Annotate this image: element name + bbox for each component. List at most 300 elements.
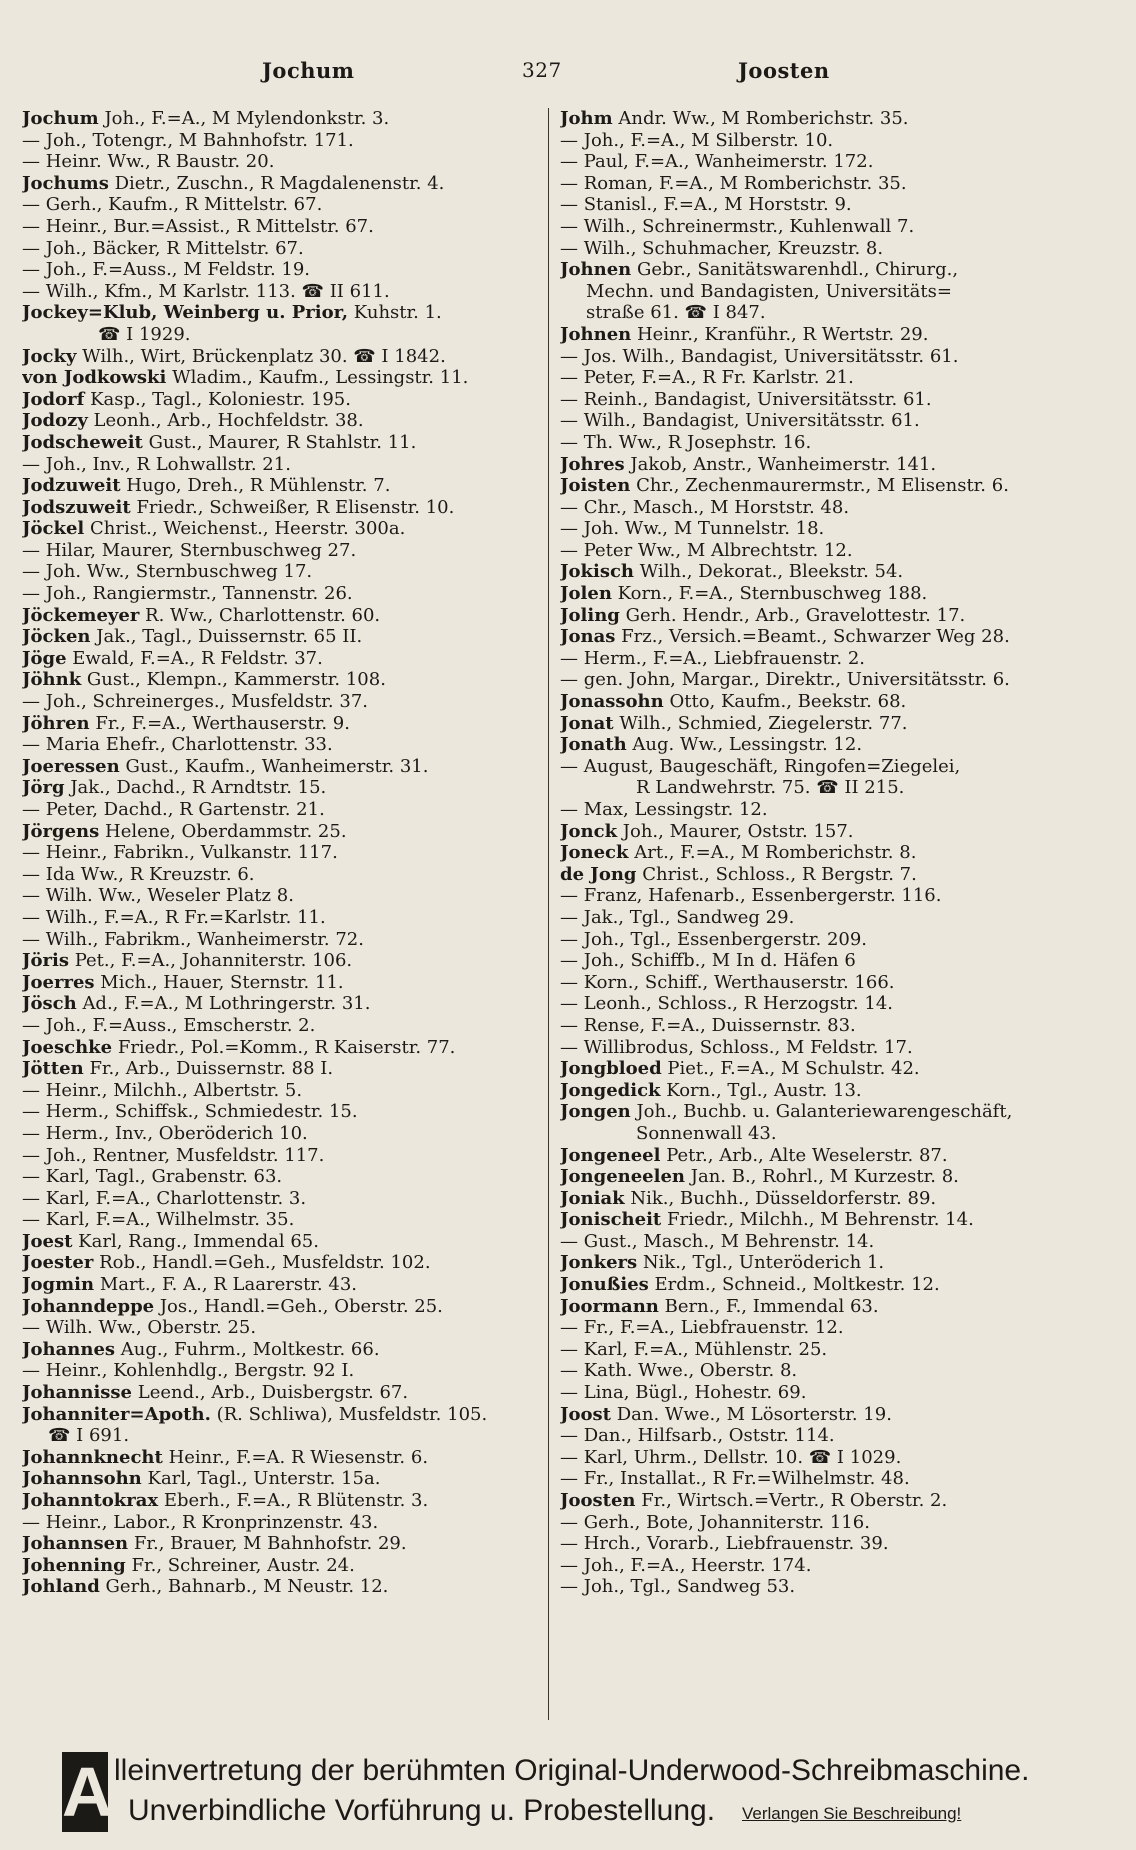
- entry-details: — Chr., Masch., M Horststr. 48.: [560, 496, 850, 518]
- entry-details: — Peter, Dachd., R Gartenstr. 21.: [22, 799, 325, 820]
- entry-surname: Jolen: [560, 583, 612, 605]
- directory-entry: [560, 669, 1080, 691]
- entry-details: — Herm., Inv., Oberöderich 10.: [22, 1122, 308, 1144]
- directory-entry: [22, 1123, 542, 1145]
- directory-entry: [22, 993, 542, 1015]
- directory-entry: [22, 1015, 542, 1037]
- directory-entry: [560, 1274, 1080, 1296]
- directory-entry: [560, 1425, 1080, 1447]
- directory-entry: [22, 713, 542, 735]
- directory-entry: [22, 734, 542, 756]
- directory-entry: [560, 1145, 1080, 1167]
- directory-entry: [22, 972, 542, 994]
- directory-entry: [560, 1252, 1080, 1274]
- entry-details: — Joh., Rentner, Musfeldstr. 117.: [22, 1144, 325, 1166]
- entry-details: Joh., Maurer, Oststr. 157.: [622, 820, 854, 842]
- entry-details: Ad., F.=A., M Lothringerstr. 31.: [82, 993, 371, 1015]
- entry-details: — Dan., Hilfsarb., Oststr. 114.: [560, 1425, 835, 1447]
- entry-details: Gust., Maurer, R Stahlstr. 11.: [148, 431, 417, 453]
- directory-entry: [22, 1447, 542, 1469]
- directory-entry: [560, 864, 1080, 886]
- directory-entry: [560, 173, 1080, 195]
- entry-details: — Jos. Wilh., Bandagist, Universitätsstr. 61.: [560, 345, 959, 367]
- entry-details: — Joh., Bäcker, R Mittelstr. 67.: [22, 237, 304, 259]
- directory-entry: [560, 216, 1080, 238]
- directory-entry: [22, 821, 542, 843]
- entry-details: Bern., F., Immendal 63.: [664, 1295, 879, 1317]
- running-head-left: Jochum: [262, 58, 355, 83]
- directory-entry: [22, 1058, 542, 1080]
- directory-entry: [560, 1296, 1080, 1318]
- entry-details: — Leonh., Schloss., R Herzogstr. 14.: [560, 993, 893, 1015]
- entry-details: Karl, Rang., Immendal 65.: [78, 1230, 319, 1252]
- directory-entry: [560, 1317, 1080, 1339]
- entry-details: — Wilh., F.=A., R Fr.=Karlstr. 11.: [22, 906, 326, 928]
- entry-surname: Johanndeppe: [22, 1295, 155, 1317]
- directory-entry: [560, 1555, 1080, 1577]
- directory-entry: [22, 1274, 542, 1296]
- directory-entry: [560, 1447, 1080, 1469]
- entry-details: R Landwehrstr. 75. ☎ II 215.: [636, 777, 905, 799]
- entry-details: Leonh., Arb., Hochfeldstr. 38.: [93, 410, 364, 432]
- entry-details: — Joh., Tgl., Essenbergerstr. 209.: [560, 928, 868, 950]
- entry-surname: Johres: [560, 453, 625, 475]
- directory-entry: [560, 929, 1080, 951]
- entry-details: — Heinr. Ww., R Baustr. 20.: [22, 151, 275, 173]
- entry-details: Art., F.=A., M Romberichstr. 8.: [634, 842, 917, 864]
- entry-details: — Fr., F.=A., Liebfrauenstr. 12.: [560, 1317, 844, 1339]
- entry-details: Joh., Buchb. u. Galanteriewarengeschäft,: [636, 1101, 1013, 1123]
- directory-entry: [22, 410, 542, 432]
- entry-details: Gerh., Bahnarb., M Neustr. 12.: [105, 1576, 389, 1598]
- directory-entry: [22, 799, 542, 821]
- directory-entry: [22, 497, 542, 519]
- entry-surname: Jongeneel: [560, 1144, 661, 1166]
- entry-details: — Heinr., Bur.=Assist., R Mittelstr. 67.: [22, 215, 374, 237]
- directory-entry: [22, 1296, 542, 1318]
- entry-details: Wilh., Dekorat., Bleekstr. 54.: [639, 561, 904, 583]
- entry-details: — Ida Ww., R Kreuzstr. 6.: [22, 863, 255, 885]
- entry-surname: Jonischeit: [560, 1209, 662, 1231]
- ad-headline: lleinvertretung der berühmten Original-Underwood-Schreibmaschine.: [114, 1754, 1030, 1787]
- entry-details: Korn., F.=A., Sternbuschweg 188.: [617, 583, 928, 605]
- directory-entry: [560, 410, 1080, 432]
- entry-details: — Peter Ww., M Albrechtstr. 12.: [560, 539, 853, 561]
- entry-surname: Jonkers: [560, 1252, 638, 1274]
- directory-entry: [22, 281, 542, 303]
- directory-entry: [560, 1058, 1080, 1080]
- directory-entry: [560, 1037, 1080, 1059]
- entry-details: Fr., Schreiner, Austr. 24.: [131, 1554, 355, 1576]
- entry-surname: Jöhren: [22, 712, 90, 734]
- entry-details: Pet., F.=A., Johanniterstr. 106.: [74, 950, 353, 972]
- entry-details: Mart., F. A., R Laarerstr. 43.: [99, 1274, 358, 1296]
- entry-details: — Hrch., Vorarb., Liebfrauenstr. 39.: [560, 1533, 889, 1555]
- entry-details: — Joh., F.=Auss., Emscherstr. 2.: [22, 1014, 316, 1036]
- directory-entry: [560, 151, 1080, 173]
- directory-entry: [560, 777, 1080, 799]
- entry-surname: Jongen: [560, 1101, 631, 1123]
- entry-details: — Wilh., Schreinermstr., Kuhlenwall 7.: [560, 215, 915, 237]
- entry-surname: Jörg: [22, 777, 65, 799]
- directory-entry: [560, 756, 1080, 778]
- directory-entry: [560, 1360, 1080, 1382]
- directory-entry: [560, 238, 1080, 260]
- entry-details: Heinr., F.=A. R Wiesenstr. 6.: [168, 1446, 429, 1468]
- directory-entry: [560, 497, 1080, 519]
- entry-surname: Jochum: [22, 108, 99, 129]
- directory-entry: [22, 691, 542, 713]
- entry-details: — Joh., Totengr., M Bahnhofstr. 171.: [22, 129, 354, 151]
- entry-details: Nik., Tgl., Unteröderich 1.: [642, 1252, 885, 1274]
- directory-entry: [560, 648, 1080, 670]
- advertisement: [62, 1752, 1082, 1832]
- entry-details: Wladim., Kaufm., Lessingstr. 11.: [172, 367, 469, 389]
- entry-surname: Joneck: [560, 842, 629, 864]
- entry-surname: Joeschke: [22, 1036, 113, 1058]
- directory-entry: [560, 518, 1080, 540]
- directory-entry: [22, 1209, 542, 1231]
- entry-surname: Jonassohn: [560, 691, 664, 713]
- directory-entry: [560, 194, 1080, 216]
- entry-details: — Paul, F.=A., Wanheimerstr. 172.: [560, 151, 874, 173]
- entry-details: R. Ww., Charlottenstr. 60.: [145, 604, 381, 626]
- entry-details: Kasp., Tagl., Koloniestr. 195.: [90, 388, 351, 410]
- directory-entry: [22, 1037, 542, 1059]
- directory-entry: [560, 1404, 1080, 1426]
- entry-details: Jak., Tagl., Duissernstr. 65 II.: [96, 626, 363, 648]
- directory-entry: [22, 518, 542, 540]
- entry-details: Karl, Tagl., Unterstr. 15a.: [147, 1468, 381, 1490]
- entry-details: — Wilh., Bandagist, Universitätsstr. 61.: [560, 410, 920, 432]
- directory-entry: [560, 842, 1080, 864]
- entry-details: — Wilh., Schuhmacher, Kreuzstr. 8.: [560, 237, 884, 259]
- entry-details: — Franz, Hafenarb., Essenbergerstr. 116.: [560, 885, 942, 907]
- entry-surname: Jockey=Klub, Weinberg u. Prior,: [22, 302, 349, 324]
- directory-entry: [560, 1382, 1080, 1404]
- page-number: 327: [522, 58, 562, 82]
- directory-entry: [22, 130, 542, 152]
- ad-initial: A: [62, 1753, 113, 1831]
- entry-surname: Jodozy: [22, 410, 88, 432]
- directory-entry: [560, 1512, 1080, 1534]
- entry-details: Mechn. und Bandagisten, Universitäts=: [586, 280, 952, 302]
- entry-surname: Jöckemeyer: [22, 604, 140, 626]
- entry-details: Eberh., F.=A., R Blütenstr. 3.: [163, 1490, 429, 1511]
- entry-details: — Joh., F.=Auss., M Feldstr. 19.: [22, 259, 311, 281]
- entry-surname: Johannisse: [22, 1382, 133, 1404]
- entry-surname: Jösch: [22, 993, 77, 1015]
- entry-surname: de Jong: [560, 863, 637, 885]
- entry-details: Gust., Klempn., Kammerstr. 108.: [86, 669, 386, 691]
- directory-entry: [22, 194, 542, 216]
- directory-entry: [22, 1404, 542, 1426]
- directory-entry: [22, 540, 542, 562]
- directory-entry: [22, 842, 542, 864]
- entry-details: Jakob, Anstr., Wanheimerstr. 141.: [630, 453, 937, 475]
- entry-details: Helene, Oberdammstr. 25.: [105, 820, 347, 842]
- entry-surname: Jöhnk: [22, 669, 82, 691]
- entry-surname: Joormann: [560, 1295, 659, 1317]
- entry-surname: Joling: [560, 604, 620, 626]
- entry-surname: Johm: [560, 108, 613, 129]
- directory-entry: [22, 669, 542, 691]
- entry-details: Hugo, Dreh., R Mühlenstr. 7.: [126, 475, 391, 497]
- entry-details: Jak., Dachd., R Arndtstr. 15.: [70, 777, 327, 799]
- entry-details: — Joh., Inv., R Lohwallstr. 21.: [22, 453, 291, 475]
- directory-entry: [560, 605, 1080, 627]
- entry-details: Heinr., Kranführ., R Wertstr. 29.: [636, 323, 929, 345]
- directory-entry: [560, 907, 1080, 929]
- directory-entry: [560, 821, 1080, 843]
- entry-details: — Maria Ehefr., Charlottenstr. 33.: [22, 734, 333, 756]
- entry-details: Joh., F.=A., M Mylendonkstr. 3.: [104, 108, 390, 129]
- directory-entry: [560, 1101, 1080, 1123]
- directory-entry: [560, 1231, 1080, 1253]
- left-column: [22, 108, 542, 1598]
- entry-details: Frz., Versich.=Beamt., Schwarzer Weg 28.: [621, 626, 1010, 648]
- entry-details: Dan. Wwe., M Lösorterstr. 19.: [616, 1403, 892, 1425]
- entry-surname: Joisten: [560, 475, 631, 497]
- directory-entry: [22, 389, 542, 411]
- entry-details: — Heinr., Fabrikn., Vulkanstr. 117.: [22, 842, 338, 864]
- entry-surname: Jöge: [22, 647, 67, 669]
- entry-surname: Joosten: [560, 1490, 636, 1511]
- entry-details: Gerh. Hendr., Arb., Gravelottestr. 17.: [625, 604, 966, 626]
- entry-surname: Jöcken: [22, 626, 91, 648]
- directory-entry: [22, 929, 542, 951]
- entry-details: Andr. Ww., M Romberichstr. 35.: [618, 108, 909, 129]
- entry-details: Otto, Kaufm., Beekstr. 68.: [669, 691, 907, 713]
- directory-entry: [22, 1188, 542, 1210]
- directory-entry: [22, 885, 542, 907]
- directory-entry: [22, 626, 542, 648]
- directory-entry: [560, 950, 1080, 972]
- directory-entry: [560, 367, 1080, 389]
- entry-surname: Jötten: [22, 1058, 84, 1080]
- entry-surname: Jonas: [560, 626, 616, 648]
- directory-entry: [560, 1015, 1080, 1037]
- directory-entry: [22, 1252, 542, 1274]
- entry-details: Kuhstr. 1.: [353, 302, 442, 324]
- directory-entry: [560, 1080, 1080, 1102]
- entry-details: Mich., Hauer, Sternstr. 11.: [100, 971, 344, 993]
- entry-details: Erdm., Schneid., Moltkestr. 12.: [654, 1274, 940, 1296]
- entry-details: — Wilh., Kfm., M Karlstr. 113. ☎ II 611.: [22, 280, 390, 302]
- entry-details: — Fr., Installat., R Fr.=Wilhelmstr. 48.: [560, 1468, 910, 1490]
- entry-details: — Korn., Schiff., Werthauserstr. 166.: [560, 971, 895, 993]
- entry-surname: Joniak: [560, 1187, 625, 1209]
- entry-details: — Wilh., Fabrikm., Wanheimerstr. 72.: [22, 928, 364, 950]
- entry-details: — Roman, F.=A., M Romberichstr. 35.: [560, 172, 907, 194]
- entry-details: — Hilar, Maurer, Sternbuschweg 27.: [22, 539, 357, 561]
- entry-details: Jan. B., Rohrl., M Kurzestr. 8.: [690, 1166, 959, 1188]
- entry-details: — Willibrodus, Schloss., M Feldstr. 17.: [560, 1036, 913, 1058]
- directory-entry: [22, 1360, 542, 1382]
- entry-details: — Heinr., Kohlenhdlg., Bergstr. 92 I.: [22, 1360, 355, 1382]
- directory-entry: [22, 1080, 542, 1102]
- directory-entry: [22, 950, 542, 972]
- entry-details: — Wilh. Ww., Weseler Platz 8.: [22, 885, 294, 907]
- entry-details: — Joh., Rangiermstr., Tannenstr. 26.: [22, 583, 353, 605]
- directory-entry: [22, 238, 542, 260]
- directory-entry: [560, 432, 1080, 454]
- running-head-right: Joosten: [738, 58, 830, 83]
- entry-details: Friedr., Schweißer, R Elisenstr. 10.: [136, 496, 455, 518]
- entry-details: Fr., F.=A., Werthauserstr. 9.: [95, 712, 350, 734]
- directory-entry: [22, 605, 542, 627]
- entry-surname: Jonath: [560, 734, 627, 756]
- directory-entry: [560, 130, 1080, 152]
- entry-details: Friedr., Pol.=Komm., R Kaiserstr. 77.: [117, 1036, 456, 1058]
- directory-entry: [22, 346, 542, 368]
- entry-details: — Jak., Tgl., Sandweg 29.: [560, 906, 795, 928]
- entry-details: — Heinr., Labor., R Kronprinzenstr. 43.: [22, 1511, 379, 1533]
- directory-entry: [560, 1533, 1080, 1555]
- entry-surname: Joester: [22, 1252, 94, 1274]
- directory-entry: [22, 1555, 542, 1577]
- entry-surname: Johannsohn: [22, 1468, 142, 1490]
- entry-details: Rob., Handl.=Geh., Musfeldstr. 102.: [99, 1252, 431, 1274]
- directory-entry: [22, 1339, 542, 1361]
- entry-details: — Joh., F.=A., Heerstr. 174.: [560, 1554, 812, 1576]
- directory-entry: [22, 1317, 542, 1339]
- entry-surname: Jogmin: [22, 1274, 95, 1296]
- directory-entry: [560, 108, 1080, 130]
- right-column: [560, 108, 1080, 1598]
- directory-entry: [560, 993, 1080, 1015]
- directory-entry: [22, 1382, 542, 1404]
- entry-surname: Johenning: [22, 1554, 126, 1576]
- directory-entry: [22, 1231, 542, 1253]
- directory-entry: [22, 216, 542, 238]
- entry-details: Korn., Tgl., Austr. 13.: [666, 1079, 862, 1101]
- entry-details: Friedr., Milchh., M Behrenstr. 14.: [666, 1209, 974, 1231]
- entry-surname: Johland: [22, 1576, 100, 1598]
- entry-surname: Jongeneelen: [560, 1166, 686, 1188]
- entry-details: — gen. John, Margar., Direktr., Universitätsstr. 6.: [560, 669, 1010, 691]
- directory-entry: [560, 1468, 1080, 1490]
- directory-entry: [22, 259, 542, 281]
- entry-details: — Rense, F.=A., Duissernstr. 83.: [560, 1014, 856, 1036]
- entry-surname: Jonat: [560, 712, 614, 734]
- directory-entry: [560, 1209, 1080, 1231]
- entry-details: Gebr., Sanitätswarenhdl., Chirurg.,: [636, 259, 959, 281]
- entry-details: — Karl, F.=A., Wilhelmstr. 35.: [22, 1209, 295, 1231]
- directory-entry: [560, 1123, 1080, 1145]
- entry-details: — Herm., Schiffsk., Schmiedestr. 15.: [22, 1101, 358, 1123]
- entry-surname: Jöckel: [22, 518, 85, 540]
- directory-entry: [22, 777, 542, 799]
- entry-surname: Jongedick: [560, 1079, 661, 1101]
- entry-details: Christ., Weichenst., Heerstr. 300a.: [89, 518, 406, 540]
- entry-surname: Jörgens: [22, 820, 100, 842]
- directory-entry: [22, 648, 542, 670]
- directory-entry: [22, 108, 542, 130]
- directory-entry: [22, 1490, 542, 1512]
- directory-entry: [22, 1166, 542, 1188]
- entry-details: Aug., Fuhrm., Moltkestr. 66.: [120, 1338, 380, 1360]
- directory-entry: [560, 259, 1080, 281]
- entry-details: Gust., Kaufm., Wanheimerstr. 31.: [125, 755, 429, 777]
- directory-entry: [22, 1145, 542, 1167]
- entry-details: — Peter, F.=A., R Fr. Karlstr. 21.: [560, 367, 854, 389]
- entry-details: — Herm., F.=A., Liebfrauenstr. 2.: [560, 647, 865, 669]
- directory-entry: [560, 583, 1080, 605]
- entry-details: — Gerh., Bote, Johanniterstr. 116.: [560, 1511, 870, 1533]
- entry-details: — August, Baugeschäft, Ringofen=Ziegelei,: [560, 755, 961, 777]
- directory-entry: [560, 324, 1080, 346]
- directory-entry: [22, 1101, 542, 1123]
- directory-entry: [560, 540, 1080, 562]
- entry-details: Fr., Arb., Duissernstr. 88 I.: [89, 1058, 334, 1080]
- entry-surname: Jodzuweit: [22, 475, 121, 497]
- directory-entry: [22, 173, 542, 195]
- entry-surname: Johannknecht: [22, 1446, 163, 1468]
- directory-entry: [560, 346, 1080, 368]
- directory-entry: [560, 1490, 1080, 1512]
- entry-surname: Jokisch: [560, 561, 635, 583]
- entry-details: Fr., Wirtsch.=Vertr., R Oberstr. 2.: [641, 1490, 948, 1511]
- entry-details: — Lina, Bügl., Hohestr. 69.: [560, 1382, 807, 1404]
- entry-surname: Joeressen: [22, 755, 120, 777]
- entry-surname: Jodszuweit: [22, 496, 131, 518]
- directory-entry: [560, 691, 1080, 713]
- entry-details: — Joh., Schreinerges., Musfeldstr. 37.: [22, 691, 368, 713]
- directory-entry: [22, 475, 542, 497]
- entry-surname: Johanntokrax: [22, 1490, 159, 1511]
- directory-entry: [560, 799, 1080, 821]
- ad-note: Verlangen Sie Beschreibung!: [742, 1804, 962, 1823]
- directory-entry: [560, 626, 1080, 648]
- directory-entry: [22, 756, 542, 778]
- entry-details: — Gust., Masch., M Behrenstr. 14.: [560, 1230, 875, 1252]
- directory-entry: [560, 1339, 1080, 1361]
- directory-entry: [22, 583, 542, 605]
- directory-entry: [560, 1166, 1080, 1188]
- entry-details: Leend., Arb., Duisbergstr. 67.: [137, 1382, 409, 1404]
- directory-entry: [22, 1425, 542, 1447]
- directory-entry: [22, 324, 542, 346]
- entry-surname: Jonck: [560, 820, 618, 842]
- entry-details: — Joh., Schiffb., M In d. Häfen 6: [560, 950, 856, 972]
- entry-details: — Kath. Wwe., Oberstr. 8.: [560, 1360, 798, 1382]
- entry-details: — Wilh. Ww., Oberstr. 25.: [22, 1317, 257, 1339]
- directory-entry: [22, 907, 542, 929]
- entry-details: Wilh., Wirt, Brückenplatz 30. ☎ I 1842.: [82, 345, 446, 367]
- entry-details: — Joh., F.=A., M Silberstr. 10.: [560, 129, 834, 151]
- entry-details: Petr., Arb., Alte Weselerstr. 87.: [666, 1144, 948, 1166]
- directory-entry: [560, 389, 1080, 411]
- entry-details: Wilh., Schmied, Ziegelerstr. 77.: [619, 712, 908, 734]
- column-divider: [548, 108, 549, 1720]
- directory-entry: [560, 713, 1080, 735]
- entry-details: Jos., Handl.=Geh., Oberstr. 25.: [159, 1295, 443, 1317]
- directory-entry: [22, 454, 542, 476]
- entry-details: — Karl, F.=A., Mühlenstr. 25.: [560, 1338, 828, 1360]
- entry-details: Nik., Buchh., Düsseldorferstr. 89.: [630, 1187, 937, 1209]
- entry-details: — Karl, Tagl., Grabenstr. 63.: [22, 1166, 283, 1188]
- directory-entry: [560, 1576, 1080, 1598]
- entry-surname: Johannsen: [22, 1533, 129, 1555]
- entry-details: ☎ I 1929.: [98, 323, 191, 345]
- entry-details: — Stanisl., F.=A., M Horststr. 9.: [560, 194, 852, 216]
- directory-entry: [22, 151, 542, 173]
- entry-surname: Jochums: [22, 172, 109, 194]
- entry-surname: Jonußies: [560, 1274, 649, 1296]
- entry-surname: Jodorf: [22, 388, 85, 410]
- entry-surname: Johanniter=Apoth.: [22, 1403, 211, 1425]
